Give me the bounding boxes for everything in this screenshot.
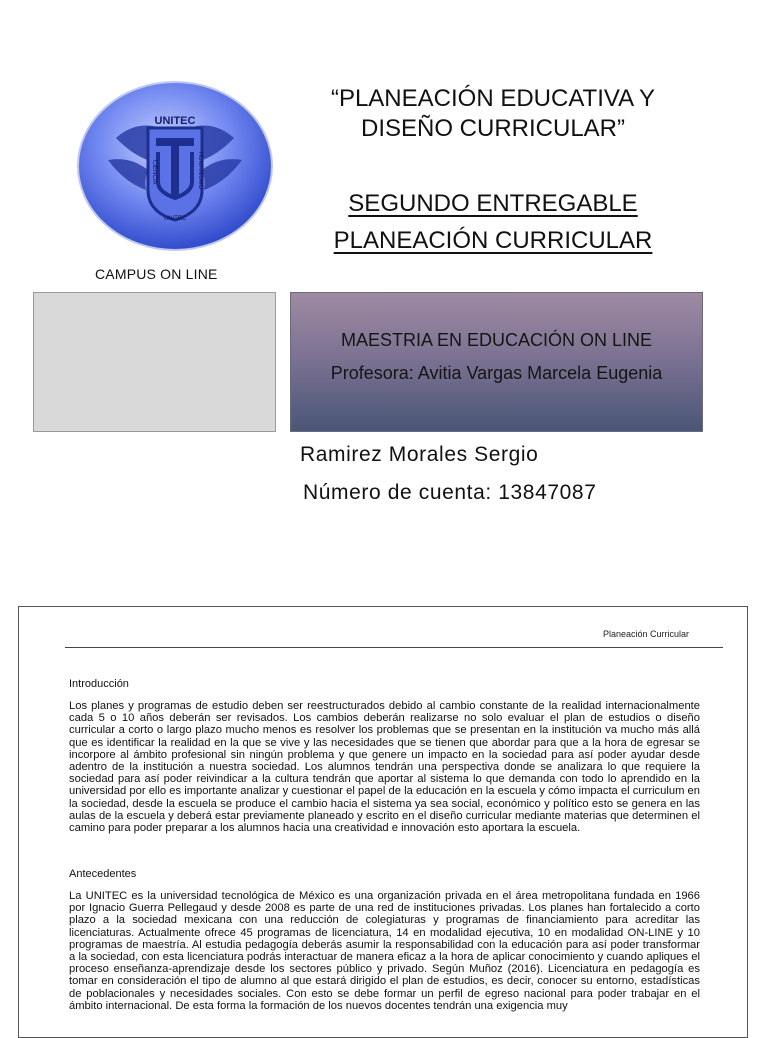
logo-motto-left: CIENCIA xyxy=(151,160,157,185)
section-title-antecedentes: Antecedentes xyxy=(69,868,137,880)
title-line-1: “PLANEACIÓN EDUCATIVA Y xyxy=(330,85,656,112)
document-page-preview xyxy=(18,606,748,1038)
paragraph-introduccion: Los planes y programas de estudio deben ser reestructurados debido al cambio constante de la realidad internacionalmente cada 5 o 10 años deberán ser revisados. Los cambios deberán realizarse no solo evaluar el plan de estudios o diseño curricular a corto o largo plazo mucho menos es resolver los problemas que se presentan en la institución va mucho más allá que es identificar la realidad en la que se vive y las necesidades que se tienen que abordar para que a la hora de egresar se incorpore al ámbito profesional sin ningún problema y que genere un impacto en la sociedad para así poder ayudar desde adentro de la institución a nuestra sociedad. Los alumnos tendrán una perspectiva donde se analizara lo que requiere la sociedad para así poder reivindicar a la cultura tendrán que aportar al sistema lo que demanda con todo lo aprendido en la universidad por ello es importante analizar y cuestionar el papel de la educación en la escuela y cómo impacta el curriculum en la sociedad, desde la escuela se produce el cambio hacia el sistema ya sea social, económico y político esto se genera en las aulas de la escuela y deberá estar previamente planeado y escrito en el diseño curricular mediante materias que determinen el camino para poder preparar a los alumnos hacia una creatividad e innovación esto aportara la escuela. xyxy=(69,700,700,835)
document-title xyxy=(290,84,696,144)
program-banner xyxy=(290,292,703,432)
account-number: Número de cuenta: 13847087 xyxy=(303,481,597,504)
logo-motto-bottom: UNITEC xyxy=(163,216,187,222)
campus-label: CAMPUS ON LINE xyxy=(95,266,218,282)
unitec-logo xyxy=(76,80,274,252)
logo-motto-right: HUMANISMO xyxy=(197,152,203,190)
program-name: MAESTRIA EN EDUCACIÓN ON LINE xyxy=(340,330,653,350)
header-rule xyxy=(65,647,723,648)
section-title-introduccion: Introducción xyxy=(69,678,129,690)
paragraph-antecedentes: La UNITEC es la universidad tecnológica de México es una organización privada en el área metropolitana fundada en 1966 por Ignacio Guerra Pellegaud y desde 2008 es parte de una red de instituciones privadas. Los planes han fortalecido a corto plazo a la sociedad mexicana con una reducción de colegiaturas y programas de financiamiento para acreditar las licenciaturas. Actualmente ofrece 45 programas de licenciatura, 14 en modalidad ejecutiva, 10 en modalidad ON-LINE y 10 programas de maestría. Al estudia pedagogía deberás asumir la responsabilidad con la educación para así poder transformar a la sociedad, con esta licenciatura podrás interactuar de manera eficaz a la hora de aplicar conocimiento y cuando apliques el proceso enseñanza-aprendizaje desde los sectores público y privado. Según Muñoz (2016). Licenciatura en pedagogía es tomar en consideración el tipo de alumno al que estará dirigido el plan de estudios, es decir, conocer su entorno, estadísticas de poblacionales y necesidades sociales. Con esto se debe formar un perfil de egreso nacional para poder trabajar en el ámbito internacional. De esta forma la formación de los nuevos docentes tendrán una exigencia muy xyxy=(69,890,700,1012)
subtitle-entregable: SEGUNDO ENTREGABLE xyxy=(348,190,638,217)
teacher-name: Profesora: Avitia Vargas Marcela Eugenia xyxy=(330,363,663,383)
subtitle-planeacion: PLANEACIÓN CURRICULAR xyxy=(333,227,653,254)
student-name: Ramirez Morales Sergio xyxy=(300,443,539,466)
title-line-2: DISEÑO CURRICULAR” xyxy=(360,115,626,142)
logo-name: UNITEC xyxy=(154,115,196,127)
image-placeholder xyxy=(33,292,276,432)
running-header: Planeación Curricular xyxy=(602,629,689,639)
